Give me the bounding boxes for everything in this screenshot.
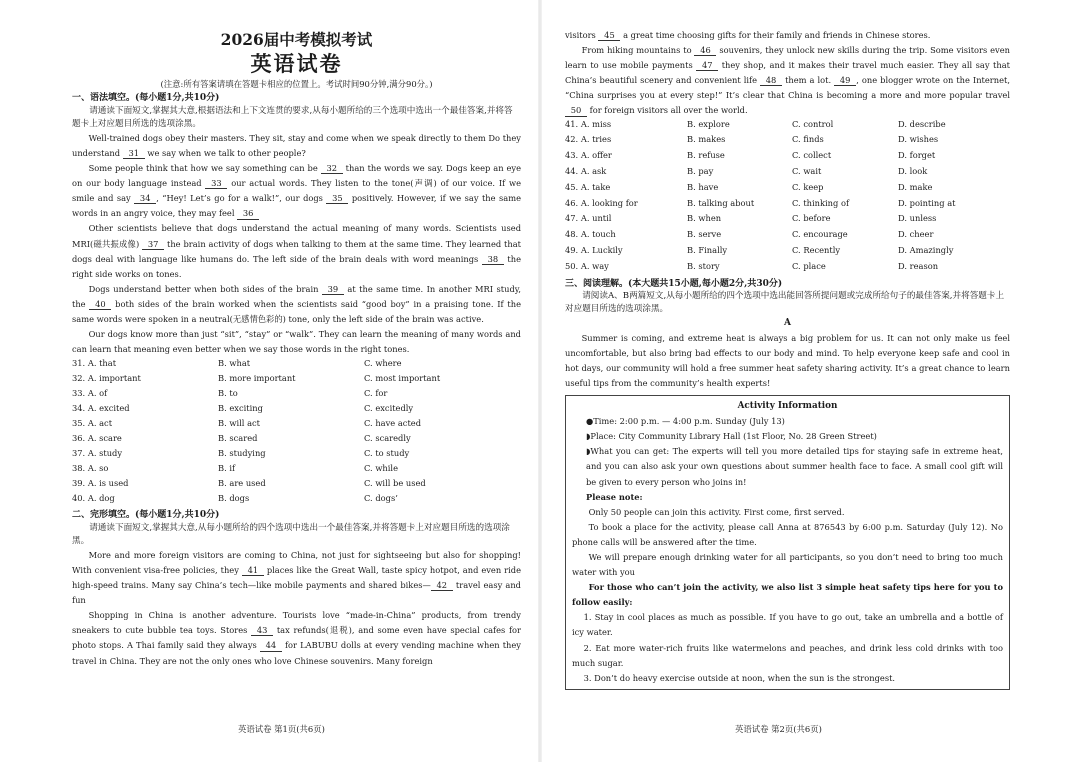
option[interactable]: C. excitedly xyxy=(364,403,414,414)
passage-a-intro: Summer is coming, and extreme heat is always a big problem for us. It can not only make us feel uncomfortable, but also bring bad effects to our body and mind. To help everyone keep safe and cool in hot days, our community will hold a free summer heat safety sharing activity. It’s a great chance to learn useful tips from the community’s health experts! xyxy=(565,332,1010,389)
option-row-45 xyxy=(565,182,1010,198)
option-row-39 xyxy=(72,478,521,493)
section2-instruction: 请通读下面短文,掌握其大意,从每小题所给的四个选项中选出一个最佳答案,并将答题卡上对应题目所选的选项涂黑。 xyxy=(72,523,510,546)
option[interactable]: C. encourage xyxy=(792,229,848,240)
section3-heading: 三、阅读理解。(本大题共15小题,每小题2分,共30分) xyxy=(565,278,783,289)
section2-paragraph-3: From hiking mountains to 46 souvenirs, they unlock new skills during the trip. Some visitors even learn to use mobile payments 47 they shop, and it makes their travel much easier. They all say that China’s beautiful scenery and convenient life 48 them a lot. 49 , one blogger wrote on the Internet, “China surprises you at every step!” It’s clear that China is becoming a more and more popular travel 50 for foreign visitors all over the world. xyxy=(565,45,1010,116)
option[interactable]: 42. A. tries xyxy=(565,134,612,145)
activity-time: ●Time: 2:00 p.m. — 4:00 p.m. Sunday (July 13) xyxy=(586,416,785,427)
option[interactable]: 37. A. study xyxy=(72,448,123,459)
option[interactable]: 32. A. important xyxy=(72,373,141,384)
option-row-41 xyxy=(565,119,1010,135)
option-row-38 xyxy=(72,463,521,478)
activity-info-title: Activity Information xyxy=(737,401,838,412)
option[interactable]: 38. A. so xyxy=(72,463,109,474)
option[interactable]: 39. A. is used xyxy=(72,478,129,489)
section1-paragraph-3: Other scientists believe that dogs understand the actual meaning of many words. Scientists used MRI(磁共振成像) 37 the brain activity of dogs when talking to them at the same time. They learned that dogs deal with language like humans do. The left side of the brain deals with word meanings 38 the right side works on tones. xyxy=(72,223,521,279)
option[interactable]: D. pointing at xyxy=(898,197,956,208)
tip-1: 1. Stay in cool places as much as possible. If you have to go out, take an umbrella and a bottle of icy water. xyxy=(572,612,1003,638)
passage-label-a: A xyxy=(784,318,791,329)
option[interactable]: B. makes xyxy=(687,134,726,145)
option[interactable]: C. control xyxy=(792,118,834,129)
exam-page-2 xyxy=(545,0,1080,762)
option[interactable]: B. exciting xyxy=(218,403,263,414)
option[interactable]: B. refuse xyxy=(687,150,725,161)
section1-paragraph-4: Dogs understand better when both sides of the brain 39 at the same time. In another MRI study, the 40 both sides of the brain worked when the scientists said “good boy” in a praising tone. If the same words were spoken in a neutral(无感情色彩的) tone, only the left side of the brain was active. xyxy=(72,283,521,325)
option[interactable]: 41. A. miss xyxy=(565,118,612,129)
blank-48[interactable]: 48 xyxy=(760,76,782,86)
blank-40[interactable]: 40 xyxy=(89,300,111,310)
option-row-37 xyxy=(72,448,521,463)
option-row-34 xyxy=(72,403,521,418)
option[interactable]: 31. A. that xyxy=(72,358,117,369)
option[interactable]: C. scaredly xyxy=(364,433,411,444)
option[interactable]: B. scared xyxy=(218,433,258,444)
tips-heading: For those who can’t join the activity, we also list 3 simple heat safety tips here for you to follow easily: xyxy=(572,582,1003,608)
option[interactable]: B. talking about xyxy=(687,197,755,208)
option-row-40 xyxy=(72,493,521,508)
option[interactable]: C. keep xyxy=(792,181,824,192)
option[interactable]: B. when xyxy=(687,213,722,224)
option[interactable]: B. have xyxy=(687,181,719,192)
section1-instruction: 请通读下面短文,掌握其大意,根据语法和上下文连贯的要求,从每小题所给的三个选项中选出一个最佳答案,并将答题卡上对应题目所选的选项涂黑。 xyxy=(72,106,513,130)
blank-35[interactable]: 35 xyxy=(326,194,348,204)
option-row-36 xyxy=(72,433,521,448)
option[interactable]: B. will act xyxy=(218,418,260,429)
section2-paragraph-2-continued: visitors 45 a great time choosing gifts for their family and friends in Chinese stores. xyxy=(565,30,931,40)
option[interactable]: B. pay xyxy=(687,165,714,176)
option[interactable]: D. look xyxy=(898,165,928,176)
tip-2: 2. Eat more water-rich fruits like watermelons and peaches, and drink less cold drinks with too much sugar. xyxy=(572,642,1003,668)
exam-page-1 xyxy=(0,0,535,762)
blank-39[interactable]: 39 xyxy=(322,285,344,295)
option[interactable]: C. where xyxy=(364,358,402,369)
option[interactable]: 48. A. touch xyxy=(565,229,616,240)
option[interactable]: C. to study xyxy=(364,448,410,459)
option[interactable]: C. wait xyxy=(792,165,822,176)
section1-paragraph-1: Well-trained dogs obey their masters. They sit, stay and come when we speak directly to them Do they understand 31 we say when we talk to other people? xyxy=(72,132,521,158)
section2-options xyxy=(565,119,1010,277)
blank-36[interactable]: 36 xyxy=(237,209,259,219)
option[interactable]: C. collect xyxy=(792,150,832,161)
section3-instruction: 请阅读A、B两篇短文,从每小题所给的四个选项中选出能回答所提问题或完成所给句子的最佳答案,并将答题卡上对应题目所选的选项涂黑。 xyxy=(565,291,1005,315)
option[interactable]: B. more important xyxy=(218,373,296,384)
option-row-44 xyxy=(565,166,1010,182)
option[interactable]: C. will be used xyxy=(364,478,426,489)
exam-subject: 英语试卷 xyxy=(250,51,343,77)
option[interactable]: 50. A. way xyxy=(565,260,609,271)
option-row-33 xyxy=(72,388,521,403)
option[interactable]: B. to xyxy=(218,388,238,399)
option-row-46 xyxy=(565,198,1010,214)
option[interactable]: D. wishes xyxy=(898,134,939,145)
section1-paragraph-2: Some people think that how we say something can be 32 than the words we say. Dogs keep an eye on our body language instead 33 our actual words. They listen to the tone(声调) of our voice. If we smile and say 34 , “Hey! Let’s go for a walk!”, our dogs 35 positively. However, if we say the same words in an angry voice, they may feel 36 xyxy=(72,163,521,219)
option[interactable]: C. dogs’ xyxy=(364,493,398,504)
option[interactable]: B. studying xyxy=(218,448,266,459)
option[interactable]: C. place xyxy=(792,260,826,271)
option[interactable]: B. explore xyxy=(687,118,730,129)
exam-note: (注意:所有答案请填在答题卡相应的位置上。考试时间90分钟,满分90分。) xyxy=(160,79,433,90)
option[interactable]: C. while xyxy=(364,463,398,474)
option[interactable]: 49. A. Luckily xyxy=(565,244,623,255)
option[interactable]: D. describe xyxy=(898,118,946,129)
option[interactable]: B. story xyxy=(687,260,720,271)
option-row-49 xyxy=(565,245,1010,261)
please-note-heading: Please note: xyxy=(586,491,643,502)
blank-45[interactable]: 45 xyxy=(598,31,620,41)
section1-heading: 一、语法填空。(每小题1分,共10分) xyxy=(72,93,220,104)
option-row-47 xyxy=(565,213,1010,229)
blank-33[interactable]: 33 xyxy=(205,179,227,189)
blank-44[interactable]: 44 xyxy=(260,641,282,651)
page-footer-right: 英语试卷 第2页(共6页) xyxy=(735,724,822,734)
option[interactable]: 40. A. dog xyxy=(72,493,115,504)
option[interactable]: C. Recently xyxy=(792,244,841,255)
option[interactable]: 34. A. excited xyxy=(72,403,130,414)
option[interactable]: B. serve xyxy=(687,229,722,240)
option[interactable]: C. finds xyxy=(792,134,824,145)
section2-paragraph-1: More and more foreign visitors are coming to China, not just for sightseeing but also for shopping! With convenient visa-free policies, they 41 places like the Great Wall, taste spicy hotpot, and even ride high-speed trains. Many say China’s tech—like mobile payments and shared bikes— 42 travel easy and fun xyxy=(72,549,521,606)
option[interactable]: B. are used xyxy=(218,478,266,489)
option[interactable]: C. for xyxy=(364,388,388,399)
option[interactable]: 36. A. scare xyxy=(72,433,122,444)
section1-paragraph-5: Our dogs know more than just “sit”, “stay” or “walk”. They can learn the meaning of many words and can learn that meaning even better when we say those words in the right tones. xyxy=(72,329,521,355)
blank-34[interactable]: 34 xyxy=(134,194,156,204)
option[interactable]: 44. A. ask xyxy=(565,165,607,176)
option[interactable]: C. most important xyxy=(364,373,441,384)
option-row-32 xyxy=(72,373,521,388)
option[interactable]: 33. A. of xyxy=(72,388,108,399)
section2-paragraph-2: Shopping in China is another adventure. Tourists love “made-in-China” products, from trendy sneakers to cute bubble tea toys. Stores 43 tax refunds(退税), and some even have special cafes for photo stops. A Thai family said they always 44 for LABUBU dolls at every vending machine when they travel in China. They are not the only ones who love Chinese souvenirs. Many foreign xyxy=(72,610,521,666)
activity-benefits: ◗What you can get: The experts will tell you more detailed tips for staying safe in extreme heat, and you can also ask your own questions about summer health face to face. A small cool gift will be given to every person who joins in! xyxy=(586,446,1003,487)
page-footer-left: 英语试卷 第1页(共6页) xyxy=(238,724,325,734)
tip-3: 3. Don’t do heavy exercise outside at noon, when the sun is the strongest. xyxy=(583,672,896,683)
note-item-1: Only 50 people can join this activity. First come, first served. xyxy=(588,506,845,517)
option[interactable]: D. reason xyxy=(898,260,939,271)
option[interactable]: C. before xyxy=(792,213,831,224)
blank-49[interactable]: 49 xyxy=(834,76,856,86)
option-row-48 xyxy=(565,229,1010,245)
option-row-31 xyxy=(72,358,521,373)
option[interactable]: 35. A. act xyxy=(72,418,113,429)
blank-43[interactable]: 43 xyxy=(251,626,273,636)
option[interactable]: D. Amazingly xyxy=(898,244,954,255)
option[interactable]: 47. A. until xyxy=(565,213,612,224)
blank-42[interactable]: 42 xyxy=(431,581,453,591)
note-item-3: We will prepare enough drinking water for all participants, so you don’t need to bring too much water with you xyxy=(572,552,1003,578)
option[interactable]: 45. A. take xyxy=(565,181,611,192)
section2-heading: 二、完形填空。(每小题1分,共10分) xyxy=(72,510,220,521)
blank-38[interactable]: 38 xyxy=(482,255,504,265)
blank-41[interactable]: 41 xyxy=(242,566,264,576)
blank-31[interactable]: 31 xyxy=(123,149,145,159)
option[interactable]: B. if xyxy=(218,463,236,474)
blank-32[interactable]: 32 xyxy=(321,164,343,174)
option-row-42 xyxy=(565,134,1010,150)
activity-info-box xyxy=(565,395,1010,690)
exam-title: 2026届中考模拟考试 xyxy=(220,30,373,49)
blank-50[interactable]: 50 xyxy=(565,106,587,116)
option[interactable]: D. make xyxy=(898,181,933,192)
option[interactable]: B. what xyxy=(218,358,251,369)
blank-46[interactable]: 46 xyxy=(694,46,716,56)
option-row-35 xyxy=(72,418,521,433)
activity-place: ◗Place: City Community Library Hall (1st Floor, No. 28 Green Street) xyxy=(586,431,877,442)
option[interactable]: B. Finally xyxy=(687,244,728,255)
note-item-2: To book a place for the activity, please call Anna at 876543 by 6:00 p.m. Saturday (July 12). No phone calls will be answered after the time. xyxy=(572,521,1003,547)
option[interactable]: 46. A. looking for xyxy=(565,197,638,208)
option-row-50 xyxy=(565,261,1010,277)
section1-options xyxy=(72,358,521,508)
option-row-43 xyxy=(565,150,1010,166)
blank-37[interactable]: 37 xyxy=(142,240,164,250)
option[interactable]: 43. A. offer xyxy=(565,150,612,161)
page-gutter xyxy=(538,0,542,762)
option[interactable]: C. thinking of xyxy=(792,197,850,208)
option[interactable]: B. dogs xyxy=(218,493,250,504)
option[interactable]: D. forget xyxy=(898,150,936,161)
option[interactable]: C. have acted xyxy=(364,418,422,429)
blank-47[interactable]: 47 xyxy=(696,61,718,71)
option[interactable]: D. cheer xyxy=(898,229,934,240)
option[interactable]: D. unless xyxy=(898,213,937,224)
